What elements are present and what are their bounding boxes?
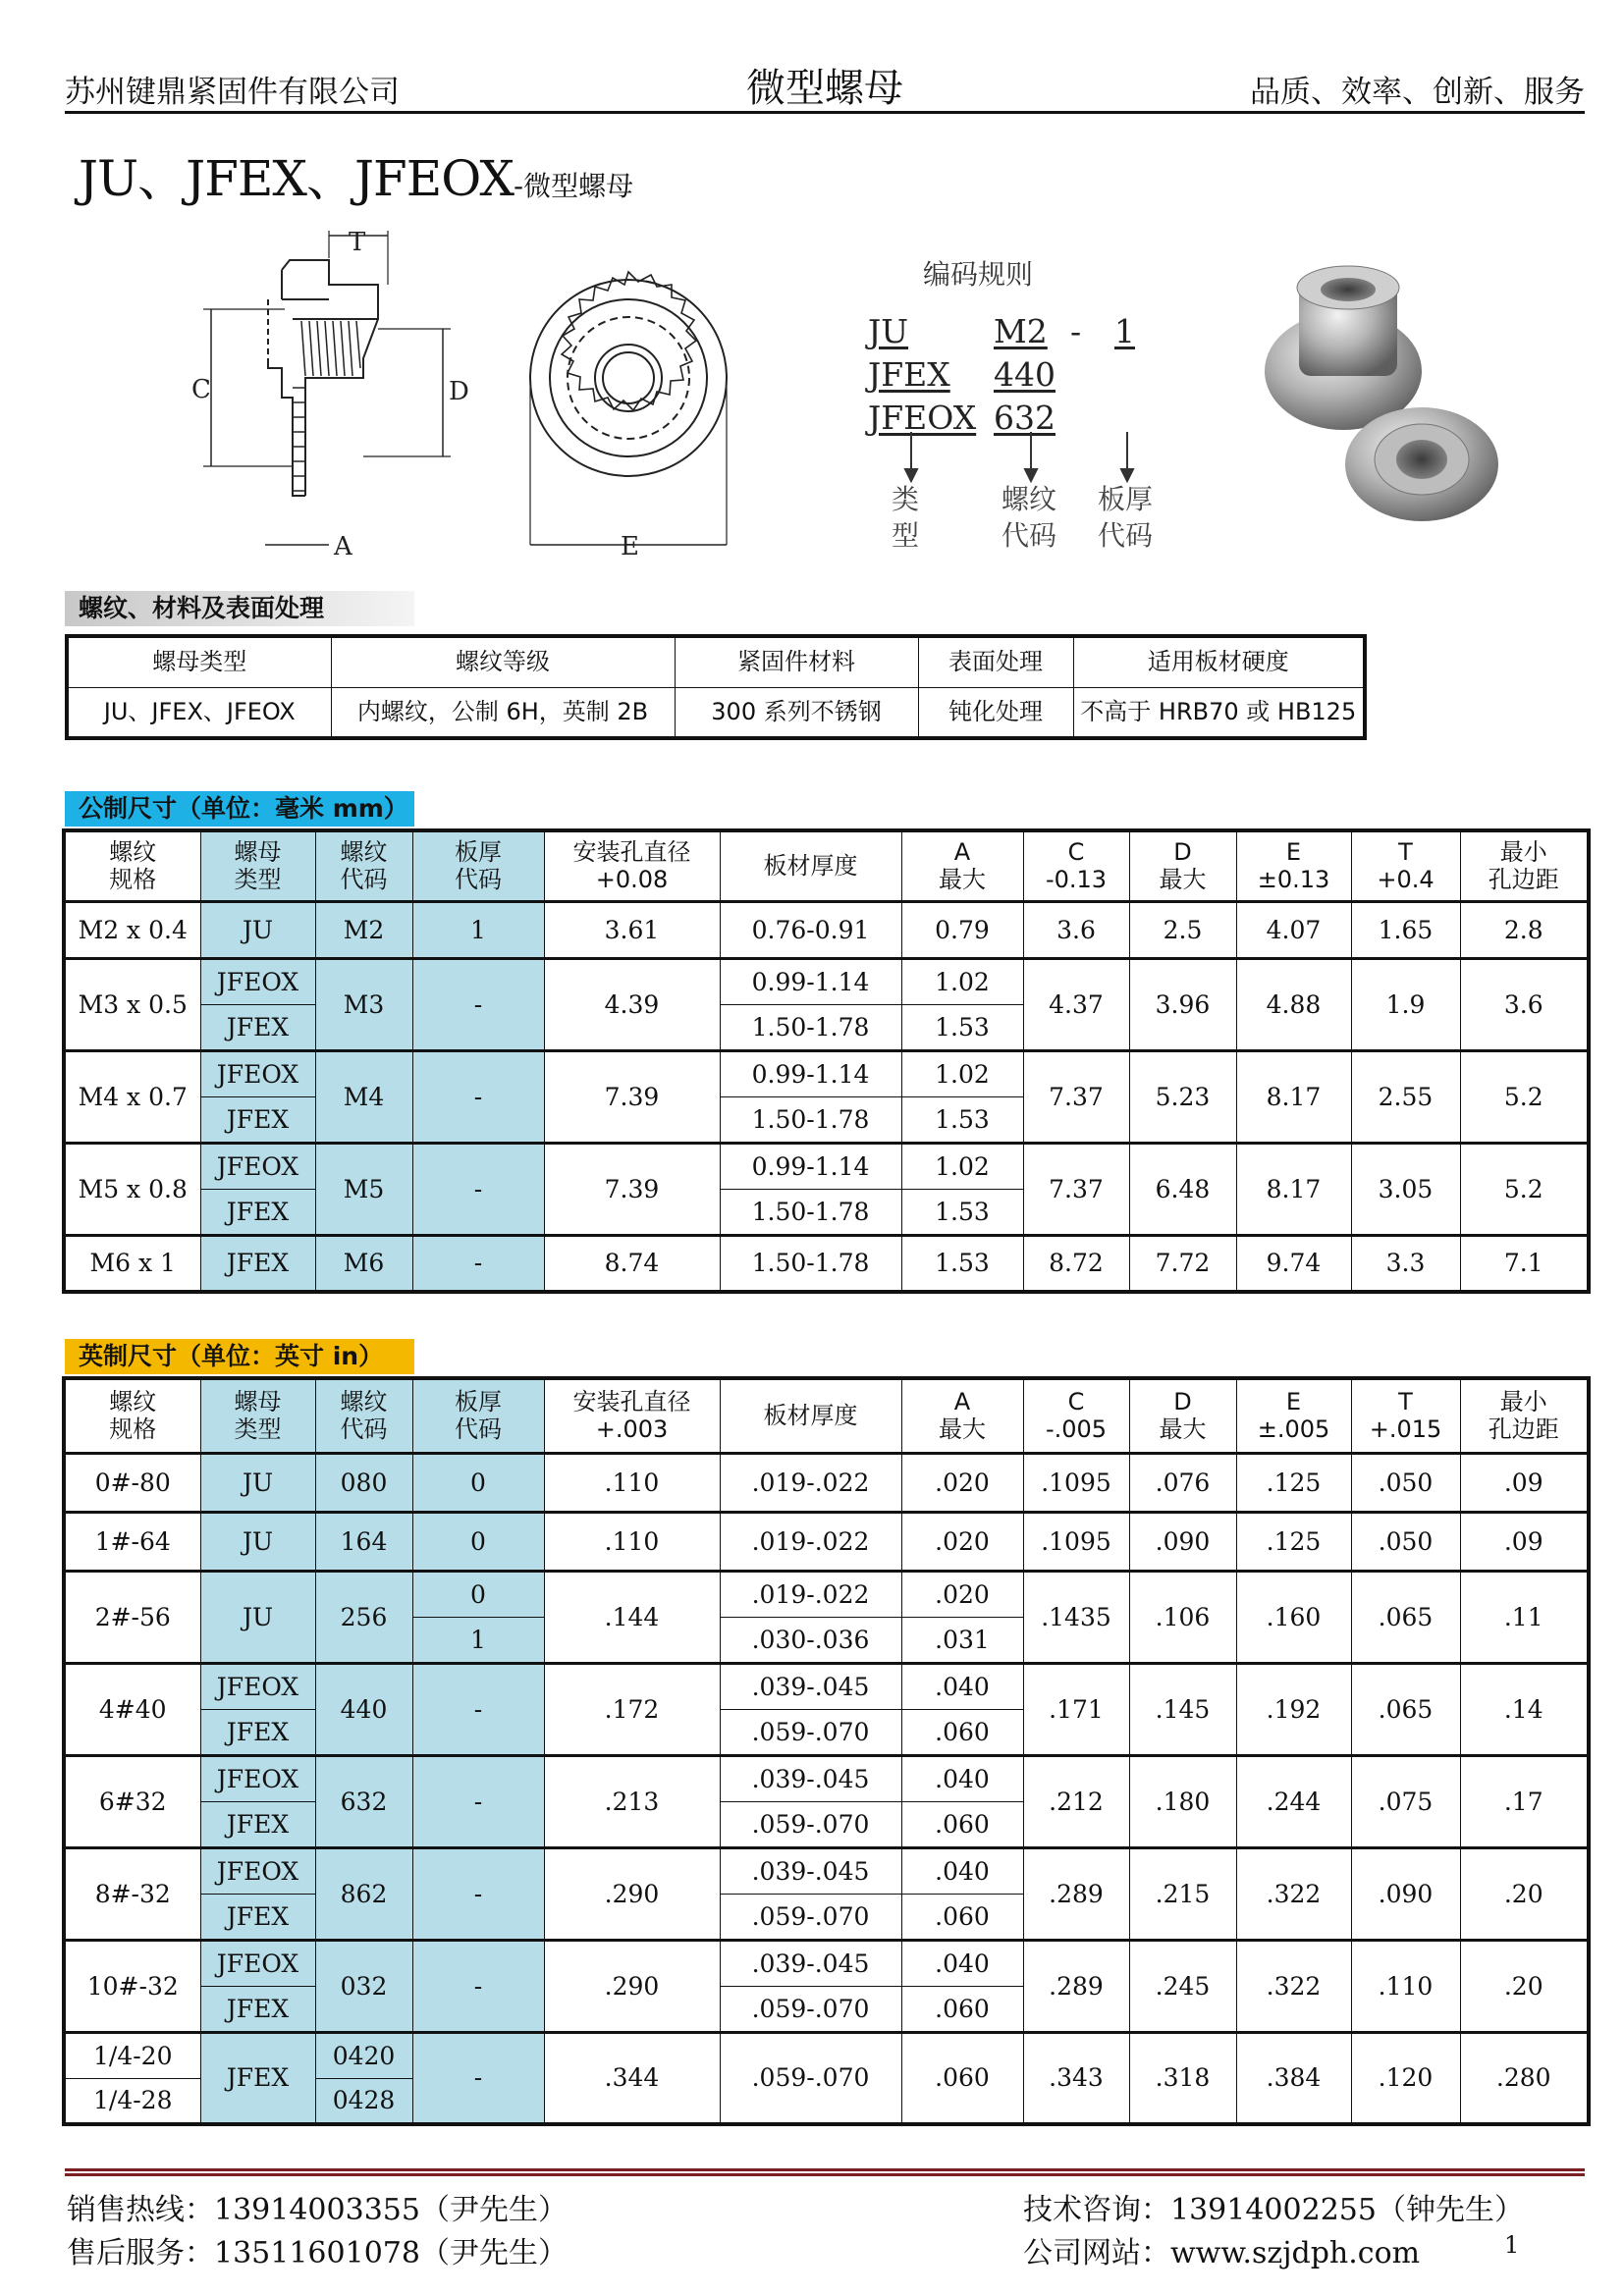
product-title-suffix: -微型螺母 — [513, 170, 634, 202]
thread-code: M6 — [315, 1235, 412, 1292]
web-link[interactable]: www.szjdph.com — [1170, 2236, 1421, 2270]
dim-a: 1.53 — [901, 1189, 1023, 1235]
dim-d: 6.48 — [1129, 1143, 1236, 1235]
dim-e: 8.17 — [1236, 1050, 1351, 1143]
dim-a: .060 — [901, 1986, 1023, 2032]
col-header: 紧固件材料 — [675, 636, 918, 687]
sheet-thickness: .019-.022 — [720, 1512, 901, 1571]
thread-spec: 1/4-28 — [64, 2078, 200, 2124]
col-header: C -0.13 — [1023, 830, 1129, 901]
sheet-thickness: .019-.022 — [720, 1571, 901, 1617]
min-edge: .20 — [1460, 1940, 1589, 2032]
thread-spec: M5 x 0.8 — [64, 1143, 200, 1235]
dim-t: 2.55 — [1351, 1050, 1460, 1143]
code-type-jfeox: JFEOX — [868, 399, 977, 437]
footer-divider — [65, 2168, 1585, 2176]
dim-c: 7.37 — [1023, 1050, 1129, 1143]
dim-a: 1.53 — [901, 1004, 1023, 1050]
code-panel: 1 — [1114, 312, 1135, 350]
label-panel-1: 板厚 — [1098, 483, 1154, 515]
dim-t: .120 — [1351, 2032, 1460, 2124]
thread-code: M4 — [315, 1050, 412, 1143]
table-row — [64, 1663, 1589, 1709]
dim-c: .212 — [1023, 1755, 1129, 1847]
col-header: 螺纹 代码 — [315, 1378, 412, 1453]
dim-d: .145 — [1129, 1663, 1236, 1755]
sheet-thickness: .059-.070 — [720, 1801, 901, 1847]
label-thread — [1001, 481, 1056, 554]
dim-e: 9.74 — [1236, 1235, 1351, 1292]
nut-type: JFEX — [200, 1894, 315, 1940]
svg-text:D: D — [449, 377, 469, 406]
nut-type: JFEX — [200, 1004, 315, 1050]
sales-label: 销售热线： — [67, 2193, 214, 2227]
min-edge: 7.1 — [1460, 1235, 1589, 1292]
table-row — [64, 1847, 1589, 1894]
dim-a: .060 — [901, 2032, 1023, 2124]
company-slogan: 品质、效率、创新、服务 — [1250, 75, 1585, 110]
table-row — [64, 1512, 1589, 1571]
sheet-thickness: 1.50-1.78 — [720, 1004, 901, 1050]
imperial-size-table — [62, 1376, 1591, 2126]
min-edge: .09 — [1460, 1453, 1589, 1512]
dim-t: .090 — [1351, 1847, 1460, 1940]
dim-d: .180 — [1129, 1755, 1236, 1847]
col-header: 最小 孔边距 — [1460, 830, 1589, 901]
col-header: C -.005 — [1023, 1378, 1129, 1453]
dim-d: .076 — [1129, 1453, 1236, 1512]
code-type-ju: JU — [868, 312, 909, 350]
after-label: 售后服务： — [67, 2236, 214, 2270]
code-thread-m2: M2 — [994, 312, 1048, 350]
thread-code: 164 — [315, 1512, 412, 1571]
tech-consult — [1023, 2185, 1524, 2228]
panel-code: 0 — [412, 1571, 544, 1617]
dim-t: .050 — [1351, 1512, 1460, 1571]
dim-e: .384 — [1236, 2032, 1351, 2124]
table-row — [64, 2032, 1589, 2078]
nut-type: JFEOX — [200, 1663, 315, 1709]
dim-a: .060 — [901, 1801, 1023, 1847]
col-header: T +0.4 — [1351, 830, 1460, 901]
nut-type: JFEX — [200, 2032, 315, 2124]
dim-a: .020 — [901, 1453, 1023, 1512]
table-row — [67, 687, 1365, 738]
panel-code: 1 — [412, 1617, 544, 1663]
col-header: T +.015 — [1351, 1378, 1460, 1453]
col-header: 螺纹等级 — [331, 636, 675, 687]
nut-type: JU — [200, 1571, 315, 1663]
hole-diameter: .290 — [544, 1940, 720, 2032]
dim-d: .318 — [1129, 2032, 1236, 2124]
table-row — [64, 1050, 1589, 1096]
col-header: 安装孔直径 +.003 — [544, 1378, 720, 1453]
col-header: 螺纹 规格 — [64, 1378, 200, 1453]
product-title — [79, 139, 633, 210]
col-header: 螺母 类型 — [200, 830, 315, 901]
min-edge: .11 — [1460, 1571, 1589, 1663]
nut-type: JFEX — [200, 1801, 315, 1847]
panel-code: - — [412, 1663, 544, 1755]
col-header: 板厚 代码 — [412, 1378, 544, 1453]
thread-spec: 2#-56 — [64, 1571, 200, 1663]
nut-type: JU — [200, 901, 315, 958]
dim-c: .343 — [1023, 2032, 1129, 2124]
material-section-title: 螺纹、材料及表面处理 — [65, 591, 414, 626]
thread-spec: 4#40 — [64, 1663, 200, 1755]
dim-c: 4.37 — [1023, 958, 1129, 1050]
col-header: E ±.005 — [1236, 1378, 1351, 1453]
col-header: 适用板材硬度 — [1073, 636, 1365, 687]
svg-text:T: T — [349, 231, 366, 257]
dim-a: .040 — [901, 1663, 1023, 1709]
min-edge: .14 — [1460, 1663, 1589, 1755]
table-header-row — [64, 1378, 1589, 1453]
page-title: 微型螺母 — [746, 66, 903, 111]
nut-type: JFEOX — [200, 1940, 315, 1986]
hole-diameter: .290 — [544, 1847, 720, 1940]
min-edge: .280 — [1460, 2032, 1589, 2124]
panel-code: - — [412, 1847, 544, 1940]
min-edge: .17 — [1460, 1755, 1589, 1847]
dim-a: .040 — [901, 1940, 1023, 1986]
dim-d: .245 — [1129, 1940, 1236, 2032]
label-type-2: 型 — [892, 519, 920, 552]
nut-type: JFEX — [200, 1235, 315, 1292]
min-edge: .09 — [1460, 1512, 1589, 1571]
dim-c: .289 — [1023, 1847, 1129, 1940]
dim-a: .060 — [901, 1894, 1023, 1940]
dim-e: .125 — [1236, 1453, 1351, 1512]
hole-diameter: .344 — [544, 2032, 720, 2124]
sheet-thickness: .039-.045 — [720, 1940, 901, 1986]
col-header: D 最大 — [1129, 1378, 1236, 1453]
svg-text:E: E — [621, 532, 639, 555]
col-header: 板材厚度 — [720, 1378, 901, 1453]
sheet-thickness: 1.50-1.78 — [720, 1235, 901, 1292]
company-website — [1023, 2228, 1420, 2271]
code-thread-440: 440 — [994, 355, 1056, 394]
svg-text:A: A — [334, 532, 352, 555]
table-cell: 钝化处理 — [918, 687, 1073, 738]
company-name: 苏州键鼎紧固件有限公司 — [65, 75, 400, 110]
table-row — [64, 1235, 1589, 1292]
sales-hotline — [67, 2185, 568, 2228]
metric-section-title: 公制尺寸（单位：毫米 mm） — [65, 791, 414, 827]
col-header: 安装孔直径 +0.08 — [544, 830, 720, 901]
nut-type: JU — [200, 1512, 315, 1571]
table-header-row — [64, 830, 1589, 901]
label-thread-1: 螺纹 — [1001, 483, 1057, 515]
panel-code: - — [412, 958, 544, 1050]
dim-e: .322 — [1236, 1847, 1351, 1940]
dim-a: 1.02 — [901, 1050, 1023, 1096]
table-cell: 不高于 HRB70 或 HB125 — [1073, 687, 1365, 738]
dim-c: .1095 — [1023, 1453, 1129, 1512]
dim-c: .171 — [1023, 1663, 1129, 1755]
table-row — [64, 901, 1589, 958]
product-title-main: JU、JFEX、JFEOX — [79, 150, 514, 207]
sheet-thickness: 0.99-1.14 — [720, 958, 901, 1004]
col-header: E ±0.13 — [1236, 830, 1351, 901]
thread-code: 032 — [315, 1940, 412, 2032]
thread-spec: 0#-80 — [64, 1453, 200, 1512]
nut-type: JFEOX — [200, 958, 315, 1004]
label-panel-2: 代码 — [1098, 519, 1154, 552]
sales-value: 13914003355（尹先生） — [214, 2193, 568, 2227]
panel-code: 1 — [412, 901, 544, 958]
col-header: 螺母 类型 — [200, 1378, 315, 1453]
hole-diameter: .110 — [544, 1512, 720, 1571]
hole-diameter: .110 — [544, 1453, 720, 1512]
sheet-thickness: .059-.070 — [720, 1709, 901, 1755]
dim-e: 4.88 — [1236, 958, 1351, 1050]
page-header — [65, 57, 1585, 114]
table-row — [64, 1571, 1589, 1617]
dim-e: .192 — [1236, 1663, 1351, 1755]
dim-e: 4.07 — [1236, 901, 1351, 958]
col-header: A 最大 — [901, 1378, 1023, 1453]
dim-t: .110 — [1351, 1940, 1460, 2032]
table-row — [64, 958, 1589, 1004]
dim-t: 3.3 — [1351, 1235, 1460, 1292]
page-number: 1 — [1504, 2231, 1520, 2259]
hole-diameter: 4.39 — [544, 958, 720, 1050]
code-thread-632: 632 — [994, 399, 1056, 437]
col-header: D 最大 — [1129, 830, 1236, 901]
sheet-thickness: 0.76-0.91 — [720, 901, 901, 958]
dim-t: .065 — [1351, 1571, 1460, 1663]
table-header-row — [67, 636, 1365, 687]
dim-a: .020 — [901, 1571, 1023, 1617]
nut-type: JFEX — [200, 1986, 315, 2032]
col-header: 最小 孔边距 — [1460, 1378, 1589, 1453]
dim-e: .244 — [1236, 1755, 1351, 1847]
sheet-thickness: 1.50-1.78 — [720, 1096, 901, 1143]
table-row — [64, 1143, 1589, 1189]
dim-a: .040 — [901, 1847, 1023, 1894]
min-edge: 5.2 — [1460, 1143, 1589, 1235]
tech-value: 13914002255（钟先生） — [1170, 2193, 1524, 2227]
dim-a: 1.53 — [901, 1235, 1023, 1292]
panel-code: - — [412, 1235, 544, 1292]
dim-e: 8.17 — [1236, 1143, 1351, 1235]
product-photo — [1260, 263, 1505, 528]
dim-t: .065 — [1351, 1663, 1460, 1755]
col-header: 螺母类型 — [67, 636, 331, 687]
imperial-section-title: 英制尺寸（单位：英寸 in） — [65, 1339, 414, 1374]
panel-code: - — [412, 1755, 544, 1847]
code-type-jfex: JFEX — [868, 355, 950, 394]
web-label: 公司网站： — [1023, 2236, 1170, 2270]
table-cell: JU、JFEX、JFEOX — [67, 687, 331, 738]
thread-spec: 1/4-20 — [64, 2032, 200, 2078]
hole-diameter: 3.61 — [544, 901, 720, 958]
dim-d: .090 — [1129, 1512, 1236, 1571]
dim-d: 3.96 — [1129, 958, 1236, 1050]
panel-code: 0 — [412, 1512, 544, 1571]
dim-c: 3.6 — [1023, 901, 1129, 958]
dim-c: 7.37 — [1023, 1143, 1129, 1235]
dim-a: .040 — [901, 1755, 1023, 1801]
dim-t: .050 — [1351, 1453, 1460, 1512]
nut-type: JFEX — [200, 1709, 315, 1755]
thread-spec: 6#32 — [64, 1755, 200, 1847]
dim-c: .289 — [1023, 1940, 1129, 2032]
sheet-thickness: .039-.045 — [720, 1755, 901, 1801]
dim-a: 1.02 — [901, 958, 1023, 1004]
after-value: 13511601078（尹先生） — [214, 2236, 568, 2270]
nut-type: JU — [200, 1453, 315, 1512]
dim-c: .1435 — [1023, 1571, 1129, 1663]
sheet-thickness: .019-.022 — [720, 1453, 901, 1512]
col-header: 板材厚度 — [720, 830, 901, 901]
panel-code: 0 — [412, 1453, 544, 1512]
sheet-thickness: .059-.070 — [720, 1986, 901, 2032]
nut-technical-drawing — [191, 231, 781, 555]
label-thread-2: 代码 — [1001, 519, 1057, 552]
hole-diameter: .144 — [544, 1571, 720, 1663]
nut-type: JFEOX — [200, 1143, 315, 1189]
dim-t: .075 — [1351, 1755, 1460, 1847]
min-edge: 3.6 — [1460, 958, 1589, 1050]
hole-diameter: 7.39 — [544, 1050, 720, 1143]
col-header: 螺纹 代码 — [315, 830, 412, 901]
coding-rule-title: 编码规则 — [923, 258, 1034, 291]
col-header: 螺纹 规格 — [64, 830, 200, 901]
thread-code: 0428 — [315, 2078, 412, 2124]
thread-spec: M3 x 0.5 — [64, 958, 200, 1050]
dim-d: .215 — [1129, 1847, 1236, 1940]
metric-size-table — [62, 828, 1591, 1294]
col-header: 板厚 代码 — [412, 830, 544, 901]
sheet-thickness: .059-.070 — [720, 1894, 901, 1940]
dim-a: .060 — [901, 1709, 1023, 1755]
dim-c: 8.72 — [1023, 1235, 1129, 1292]
min-edge: 5.2 — [1460, 1050, 1589, 1143]
thread-code: 862 — [315, 1847, 412, 1940]
panel-code: - — [412, 2032, 544, 2124]
thread-code: 256 — [315, 1571, 412, 1663]
tech-label: 技术咨询： — [1023, 2193, 1170, 2227]
thread-spec: M6 x 1 — [64, 1235, 200, 1292]
table-row — [64, 1453, 1589, 1512]
dim-d: 7.72 — [1129, 1235, 1236, 1292]
nut-type: JFEOX — [200, 1050, 315, 1096]
table-cell: 300 系列不锈钢 — [675, 687, 918, 738]
hole-diameter: 8.74 — [544, 1235, 720, 1292]
col-header: 表面处理 — [918, 636, 1073, 687]
thread-spec: M4 x 0.7 — [64, 1050, 200, 1143]
label-type-1: 类 — [892, 483, 920, 515]
min-edge: 2.8 — [1460, 901, 1589, 958]
thread-code: M3 — [315, 958, 412, 1050]
sheet-thickness: 0.99-1.14 — [720, 1050, 901, 1096]
table-row — [64, 1755, 1589, 1801]
dim-d: 2.5 — [1129, 901, 1236, 958]
sheet-thickness: .030-.036 — [720, 1617, 901, 1663]
table-row — [64, 1940, 1589, 1986]
thread-spec: 1#-64 — [64, 1512, 200, 1571]
dim-e: .125 — [1236, 1512, 1351, 1571]
dim-e: .322 — [1236, 1940, 1351, 2032]
svg-text:C: C — [191, 375, 211, 404]
thread-code: 080 — [315, 1453, 412, 1512]
sheet-thickness: .039-.045 — [720, 1847, 901, 1894]
nut-type: JFEOX — [200, 1847, 315, 1894]
thread-code: 632 — [315, 1755, 412, 1847]
dim-a: 0.79 — [901, 901, 1023, 958]
thread-code: 440 — [315, 1663, 412, 1755]
sheet-thickness: 0.99-1.14 — [720, 1143, 901, 1189]
panel-code: - — [412, 1940, 544, 2032]
dim-t: 1.9 — [1351, 958, 1460, 1050]
label-type — [892, 481, 919, 554]
panel-code: - — [412, 1143, 544, 1235]
thread-code: M5 — [315, 1143, 412, 1235]
dim-d: 5.23 — [1129, 1050, 1236, 1143]
nut-type: JFEX — [200, 1189, 315, 1235]
thread-spec: M2 x 0.4 — [64, 901, 200, 958]
nut-type: JFEOX — [200, 1755, 315, 1801]
material-table — [65, 634, 1367, 740]
dim-e: .160 — [1236, 1571, 1351, 1663]
hole-diameter: .172 — [544, 1663, 720, 1755]
col-header: A 最大 — [901, 830, 1023, 901]
thread-code: 0420 — [315, 2032, 412, 2078]
sheet-thickness: 1.50-1.78 — [720, 1189, 901, 1235]
panel-code: - — [412, 1050, 544, 1143]
min-edge: .20 — [1460, 1847, 1589, 1940]
dim-a: .020 — [901, 1512, 1023, 1571]
hole-diameter: .213 — [544, 1755, 720, 1847]
table-cell: 内螺纹，公制 6H，英制 2B — [331, 687, 675, 738]
dim-t: 3.05 — [1351, 1143, 1460, 1235]
dim-a: .031 — [901, 1617, 1023, 1663]
dim-c: .1095 — [1023, 1512, 1129, 1571]
thread-spec: 8#-32 — [64, 1847, 200, 1940]
nut-type: JFEX — [200, 1096, 315, 1143]
thread-spec: 10#-32 — [64, 1940, 200, 2032]
after-sales — [67, 2228, 568, 2271]
dim-a: 1.02 — [901, 1143, 1023, 1189]
sheet-thickness: .039-.045 — [720, 1663, 901, 1709]
dim-d: .106 — [1129, 1571, 1236, 1663]
code-dash: - — [1070, 312, 1082, 350]
dim-a: 1.53 — [901, 1096, 1023, 1143]
hole-diameter: 7.39 — [544, 1143, 720, 1235]
dim-t: 1.65 — [1351, 901, 1460, 958]
thread-code: M2 — [315, 901, 412, 958]
label-panel — [1098, 481, 1153, 554]
sheet-thickness: .059-.070 — [720, 2032, 901, 2124]
